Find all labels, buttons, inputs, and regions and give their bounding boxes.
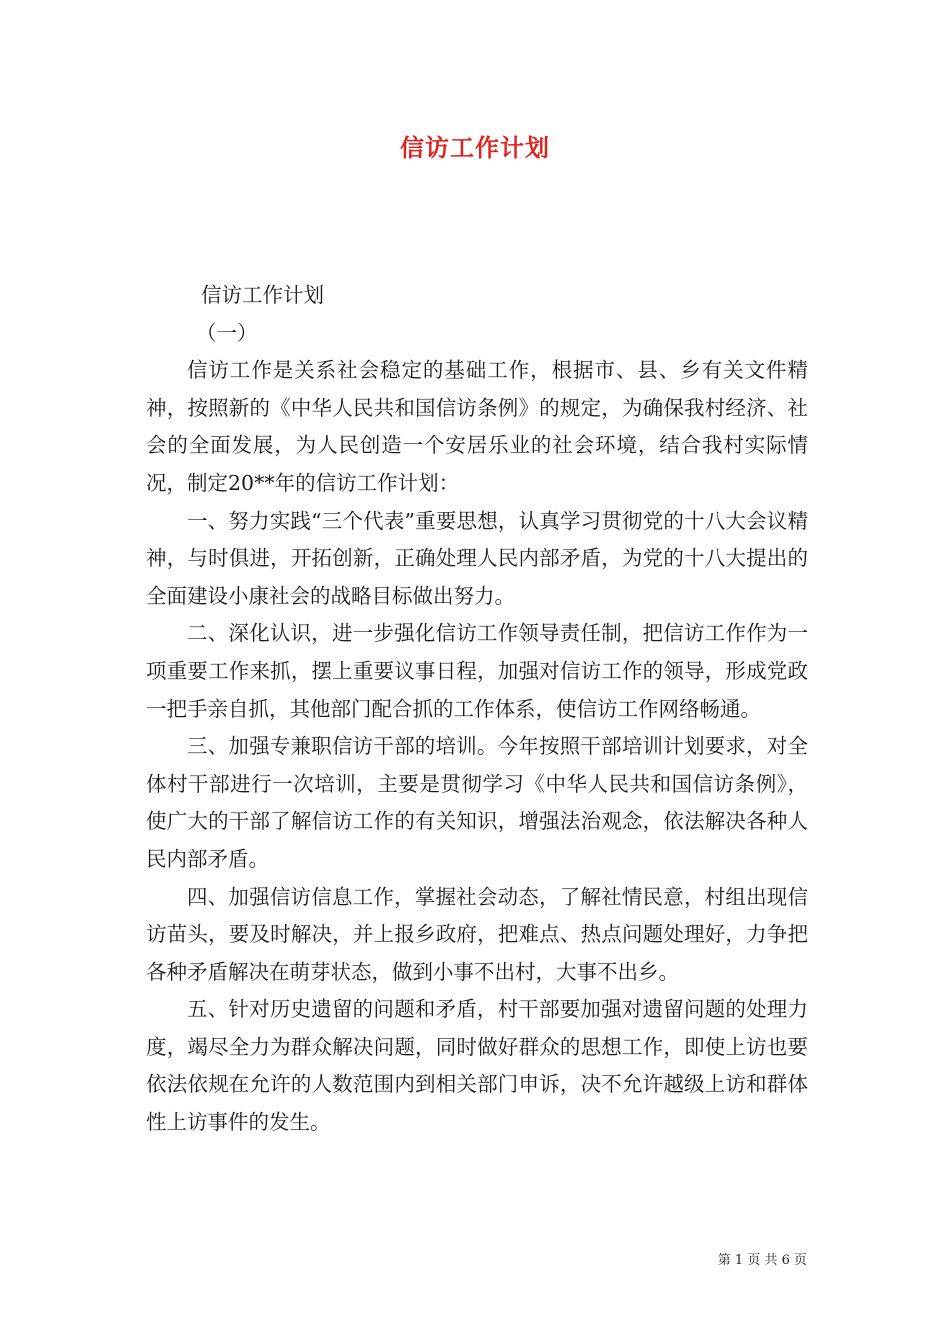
document-body [146,277,808,1142]
document-subtitle: 信访工作计划 [201,283,324,307]
page-footer: 第 1 页 共 6 页 [717,1253,807,1268]
paragraph-item-1: 一、努力实践“三个代表”重要思想，认真学习贯彻党的十八大会议精神，与时俱进，开拓创新，正确处理人民内部矛盾，为党的十八大提出的全面建设小康社会的战略目标做出努力。 [146,508,808,608]
paragraph-intro: 信访工作是关系社会稳定的基础工作，根据市、县、乡有关文件精神，按照新的《中华人民共和国信访条例》的规定，为确保我村经济、社会的全面发展，为人民创造一个安居乐业的社会环境，结合我村实际情况，制定20**年的信访工作计划： [146,358,808,495]
section-number: （一） [196,320,258,345]
paragraph-item-4: 四、加强信访信息工作，掌握社会动态，了解社情民意，村组出现信访苗头，要及时解决，并上报乡政府，把难点、热点问题处理好，力争把各种矛盾解决在萌芽状态，做到小事不出村，大事不出乡。 [146,884,808,984]
document-title: 信访工作计划 [400,134,550,162]
paragraph-item-2: 二、深化认识，进一步强化信访工作领导责任制，把信访工作作为一项重要工作来抓，摆上重要议事日程，加强对信访工作的领导，形成党政一把手亲自抓，其他部门配合抓的工作体系，使信访工作网络畅通。 [146,621,808,721]
paragraph-item-3: 三、加强专兼职信访干部的培训。今年按照干部培训计划要求，对全体村干部进行一次培训，主要是贯彻学习《中华人民共和国信访条例》，使广大的干部了解信访工作的有关知识，增强法治观念，依法解决各种人民内部矛盾。 [146,734,808,871]
paragraph-item-5: 五、针对历史遗留的问题和矛盾，村干部要加强对遗留问题的处理力度，竭尽全力为群众解决问题，同时做好群众的思想工作，即使上访也要依法依规在允许的人数范围内到相关部门申诉，决不允许越级上访和群体性上访事件的发生。 [146,997,808,1135]
